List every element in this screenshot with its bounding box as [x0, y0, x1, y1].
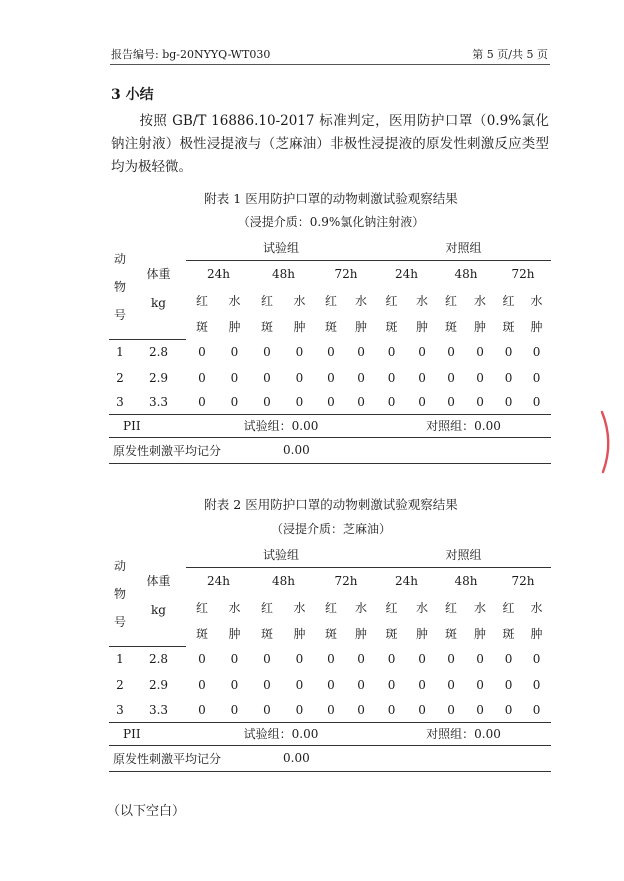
pii-row [109, 722, 551, 745]
pii-row [109, 414, 551, 437]
table-row [109, 672, 551, 698]
score-cell: 0 [418, 678, 426, 692]
score-cell: 0 [198, 370, 206, 385]
animal-weight: 3.3 [148, 394, 169, 409]
pii-test-value: 试验组：0.00 [186, 722, 376, 745]
erythema-header-top: 红 [385, 600, 398, 615]
score-cell: 0 [447, 394, 455, 409]
score-cell: 0 [198, 702, 206, 717]
score-cell: 0 [387, 652, 396, 666]
score-cell: 0 [230, 370, 239, 385]
erythema-header-bottom: 斑 [260, 319, 273, 334]
score-cell: 0 [357, 394, 365, 409]
animal-id: 3 [116, 702, 124, 717]
erythema-header-bottom: 斑 [324, 626, 337, 641]
score-cell: 0 [230, 394, 239, 409]
time-48h-test: 48h [272, 266, 295, 281]
time-48h-test: 48h [272, 573, 295, 588]
score-cell: 0 [476, 652, 484, 666]
score-cell: 0 [387, 702, 396, 717]
erythema-header-top: 红 [324, 293, 337, 308]
edema-header-top: 水 [416, 600, 429, 615]
edema-header-top: 水 [355, 600, 368, 615]
observation-table-2 [109, 543, 551, 772]
edema-header-bottom: 肿 [355, 319, 368, 334]
score-cell: 0 [418, 370, 426, 385]
observation-table-1 [109, 236, 551, 464]
edema-header-bottom: 肿 [293, 626, 306, 641]
edema-header-bottom: 肿 [228, 626, 241, 641]
score-cell: 0 [476, 702, 484, 717]
table-row [109, 339, 551, 365]
score-cell: 0 [230, 345, 239, 359]
erythema-header-bottom: 斑 [195, 319, 208, 334]
score-cell: 0 [476, 678, 484, 692]
time-72h-test: 72h [334, 266, 358, 281]
edema-header-bottom: 肿 [416, 319, 429, 334]
edema-header-top: 水 [355, 293, 368, 308]
control-group-header: 对照组 [376, 236, 551, 260]
erythema-header-bottom: 斑 [195, 626, 208, 641]
score-cell: 0 [418, 345, 426, 359]
erythema-header-bottom: 斑 [445, 319, 458, 334]
animal-weight: 3.3 [148, 702, 169, 717]
erythema-header-top: 红 [195, 293, 208, 308]
edema-header-top: 水 [228, 600, 241, 615]
score-cell: 0 [230, 652, 239, 666]
end-of-content-note: （以下空白） [107, 804, 186, 819]
mean-score-row [109, 745, 551, 771]
animal-number-header: 动 物 号 [109, 543, 131, 646]
score-cell: 0 [327, 652, 335, 666]
header-divider [110, 64, 550, 65]
erythema-header-top: 红 [260, 293, 273, 308]
score-cell: 0 [230, 678, 239, 692]
mean-score-row [109, 437, 551, 463]
score-cell: 0 [504, 370, 513, 385]
time-24h-test: 24h [207, 573, 230, 588]
edema-header-top: 水 [293, 600, 306, 615]
score-cell: 0 [532, 652, 541, 666]
edema-header-bottom: 肿 [530, 319, 543, 334]
animal-number-header: 动 物 号 [109, 236, 131, 339]
pii-test-value: 试验组：0.00 [186, 414, 376, 437]
score-cell: 0 [532, 394, 541, 409]
edema-header-bottom: 肿 [474, 626, 487, 641]
animal-id: 3 [116, 394, 124, 409]
animal-id: 2 [116, 678, 124, 692]
score-cell: 0 [263, 394, 271, 409]
animal-id: 2 [116, 370, 124, 385]
score-cell: 0 [230, 702, 239, 717]
score-cell: 0 [198, 345, 206, 359]
edema-header-bottom: 肿 [228, 319, 241, 334]
table-1-caption: 附表 1 医用防护口罩的动物刺激试验观察结果 [204, 191, 458, 206]
score-cell: 0 [357, 702, 365, 717]
score-cell: 0 [476, 394, 484, 409]
edema-header-top: 水 [293, 293, 306, 308]
score-cell: 0 [357, 652, 365, 666]
score-cell: 0 [295, 394, 304, 409]
score-cell: 0 [198, 678, 206, 692]
score-cell: 0 [263, 345, 271, 359]
pii-label: PII [109, 414, 186, 437]
erythema-header-top: 红 [502, 600, 515, 615]
score-cell: 0 [447, 652, 455, 666]
score-cell: 0 [504, 652, 513, 666]
erythema-header-bottom: 斑 [445, 626, 458, 641]
animal-weight: 2.9 [148, 370, 169, 385]
section-title: 3 小结 [111, 87, 154, 103]
score-cell: 0 [263, 370, 271, 385]
pii-label: PII [109, 722, 186, 745]
table-row [109, 646, 551, 672]
mean-score-label: 原发性刺激平均记分 [109, 437, 283, 463]
score-cell: 0 [357, 678, 365, 692]
time-24h-test: 24h [207, 266, 230, 281]
score-cell: 0 [387, 678, 396, 692]
test-group-header: 试验组 [186, 543, 376, 567]
score-cell: 0 [476, 345, 484, 359]
animal-weight: 2.8 [148, 345, 169, 360]
time-72h-test: 72h [334, 573, 358, 588]
score-cell: 0 [418, 652, 426, 666]
erythema-header-bottom: 斑 [502, 626, 515, 641]
erythema-header-bottom: 斑 [385, 626, 398, 641]
mean-score-label: 原发性刺激平均记分 [109, 745, 283, 771]
score-cell: 0 [327, 702, 335, 717]
time-72h-control: 72h [511, 266, 535, 281]
edema-header-bottom: 肿 [416, 626, 429, 641]
pii-control-value: 对照组：0.00 [376, 722, 551, 745]
score-cell: 0 [504, 345, 513, 359]
erythema-header-top: 红 [445, 600, 458, 615]
score-cell: 0 [327, 394, 335, 409]
score-cell: 0 [263, 702, 271, 717]
table-row [109, 365, 551, 390]
score-cell: 0 [295, 370, 304, 385]
score-cell: 0 [357, 345, 365, 359]
score-cell: 0 [295, 702, 304, 717]
score-cell: 0 [504, 678, 513, 692]
score-cell: 0 [295, 652, 304, 666]
animal-id: 1 [116, 345, 124, 360]
table-row [109, 698, 551, 722]
edema-header-top: 水 [474, 293, 487, 308]
erythema-header-bottom: 斑 [385, 319, 398, 334]
edema-header-top: 水 [474, 600, 487, 615]
edema-header-bottom: 肿 [293, 319, 306, 334]
erythema-header-top: 红 [385, 293, 398, 308]
animal-weight: 2.9 [148, 678, 169, 692]
score-cell: 0 [387, 370, 396, 385]
score-cell: 0 [418, 394, 426, 409]
erythema-header-top: 红 [324, 600, 337, 615]
erythema-header-bottom: 斑 [502, 319, 515, 334]
score-cell: 0 [447, 702, 455, 717]
edema-header-bottom: 肿 [530, 626, 543, 641]
erythema-header-top: 红 [195, 600, 208, 615]
score-cell: 0 [387, 394, 396, 409]
summary-text: 按照 GB/T 16886.10-2017 标准判定，医用防护口罩（0.9%氯化钠注射液）极性浸提液与（芝麻油）非极性浸提液的原发性刺激反应类型均为极轻微。 [111, 113, 549, 175]
edema-header-top: 水 [228, 293, 241, 308]
erythema-header-top: 红 [502, 293, 515, 308]
control-group-header: 对照组 [376, 543, 551, 567]
score-cell: 0 [263, 652, 271, 666]
mean-score-value: 0.00 [283, 745, 407, 771]
table-row [109, 390, 551, 414]
score-cell: 0 [327, 370, 335, 385]
animal-weight: 2.8 [148, 652, 169, 667]
score-cell: 0 [418, 702, 426, 717]
score-cell: 0 [447, 370, 455, 385]
score-cell: 0 [476, 370, 484, 385]
edema-header-top: 水 [416, 293, 429, 308]
mean-score-value: 0.00 [283, 437, 407, 463]
test-group-header: 试验组 [186, 236, 376, 260]
time-48h-control: 48h [454, 266, 478, 281]
score-cell: 0 [327, 345, 335, 359]
table-1-medium: （浸提介质：0.9%氯化钠注射液） [237, 215, 425, 229]
score-cell: 0 [198, 394, 206, 409]
time-48h-control: 48h [454, 573, 478, 588]
score-cell: 0 [532, 678, 541, 692]
table-2-caption: 附表 2 医用防护口罩的动物刺激试验观察结果 [204, 497, 458, 512]
score-cell: 0 [504, 702, 513, 717]
edema-header-bottom: 肿 [474, 319, 487, 334]
erythema-header-bottom: 斑 [324, 319, 337, 334]
time-72h-control: 72h [511, 573, 535, 588]
time-24h-control: 24h [395, 573, 419, 588]
erythema-header-bottom: 斑 [260, 626, 273, 641]
edema-header-top: 水 [530, 293, 543, 308]
summary-paragraph [111, 110, 549, 179]
score-cell: 0 [327, 678, 335, 692]
animal-id: 1 [116, 652, 124, 667]
edema-header-bottom: 肿 [355, 626, 368, 641]
score-cell: 0 [263, 678, 271, 692]
score-cell: 0 [532, 345, 541, 359]
pii-control-value: 对照组：0.00 [376, 414, 551, 437]
edema-header-top: 水 [530, 600, 543, 615]
score-cell: 0 [447, 678, 455, 692]
score-cell: 0 [295, 345, 304, 359]
table-2-medium: （浸提介质：芝麻油） [270, 522, 391, 536]
score-cell: 0 [198, 652, 206, 666]
score-cell: 0 [295, 678, 304, 692]
seal-stamp-mark [598, 410, 616, 474]
score-cell: 0 [532, 370, 541, 385]
erythema-header-top: 红 [260, 600, 273, 615]
score-cell: 0 [447, 345, 455, 359]
score-cell: 0 [387, 345, 396, 359]
body-weight-header: 体重 kg [131, 543, 186, 646]
body-weight-header: 体重 kg [131, 236, 186, 339]
score-cell: 0 [504, 394, 513, 409]
score-cell: 0 [532, 702, 541, 717]
page-indicator: 第 5 页/共 5 页 [472, 48, 548, 61]
erythema-header-top: 红 [445, 293, 458, 308]
report-number: 报告编号: bg-20NYYQ-WT030 [111, 48, 271, 61]
time-24h-control: 24h [395, 266, 419, 281]
score-cell: 0 [357, 370, 365, 385]
